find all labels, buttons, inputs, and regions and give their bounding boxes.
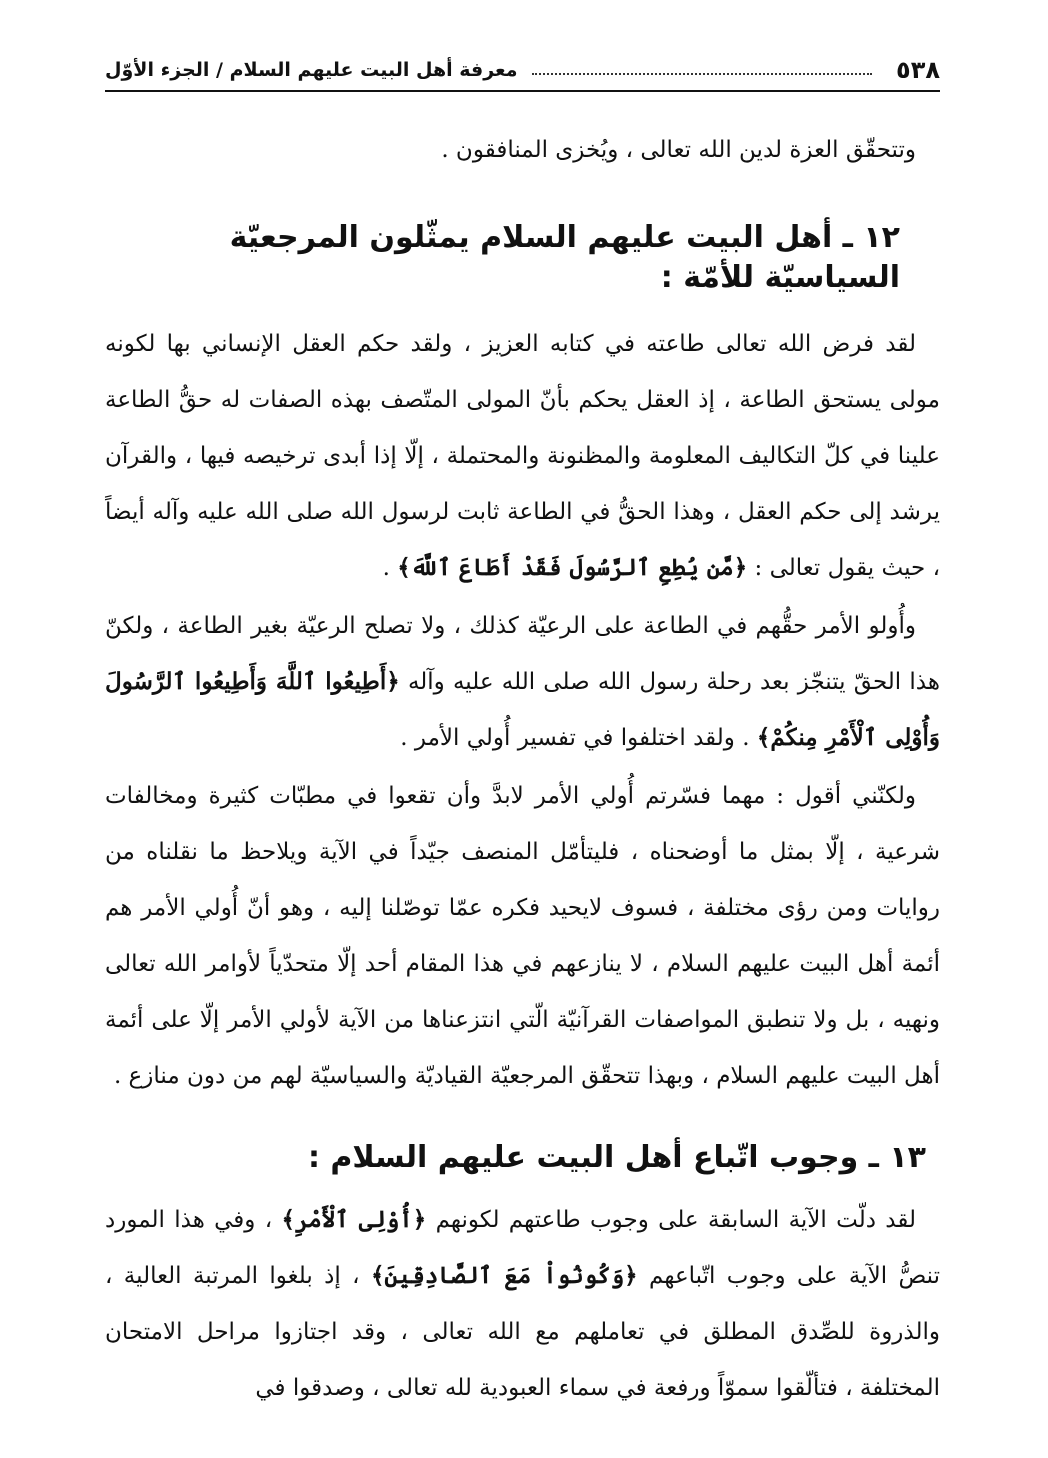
section-12-heading: ١٢ ـ أهل البيت عليهم السلام يمثّلون المرجعيّة السياسيّة للأمّة : bbox=[229, 220, 900, 295]
page-body bbox=[105, 110, 940, 1416]
book-title: معرفة أهل البيت عليهم السلام / الجزء الأوّل bbox=[105, 59, 518, 81]
paragraph-text: . ولقد اختلفوا في تفسير أُولي الأمر . bbox=[400, 725, 750, 751]
intro-line: وتتحقّق العزة لدين الله تعالى ، ويُخزى المنافقون . bbox=[441, 137, 916, 163]
header-dot-leader bbox=[532, 73, 873, 75]
section-13-paragraph-1 bbox=[105, 1192, 940, 1416]
paragraph-text: ، إذ بلغوا المرتبة العالية ، والذروة للصِّدق المطلق في تعاملهم مع الله تعالى ، وقد اجتازوا مراحل الامتحان المختلفة ، فتألّقوا سموّاً ورفعة في سماء العبودية لله تعالى ، وصدقوا في bbox=[105, 1263, 940, 1401]
page-number: ٥٣٨ bbox=[896, 56, 940, 84]
quran-verse: ﴿أَطِيعُوا ٱللَّهَ وَأَطِيعُوا ٱلرَّسُولَ وَأُوْلِى ٱلْأَمْرِ مِنكُمْ﴾ bbox=[105, 668, 940, 751]
paragraph-text: ، وفي هذا المورد تنصُّ الآية على وجوب اتّباعهم bbox=[105, 1207, 941, 1289]
section-12-paragraph-2 bbox=[105, 598, 940, 766]
paragraph-text: وأُولو الأمر حقُّهم في الطاعة على الرعيّة كذلك ، ولا تصلح الرعيّة بغير الطاعة ، ولكنّ هذا الحقّ يتنجّز بعد رحلة رسول الله صلى الله عليه وآله bbox=[105, 613, 940, 695]
section-12-paragraph-1 bbox=[105, 316, 940, 596]
paragraph-text: . bbox=[382, 555, 390, 581]
paragraph-text: لقد دلّت الآية السابقة على وجوب طاعتهم لكونهم bbox=[435, 1207, 916, 1233]
section-12-paragraph-3: ولكنّني أقول : مهما فسّرتم أُولي الأمر لابدَّ وأن تقعوا في مطبّات كثيرة ومخالفات شرعية ، إلّا بمثل ما أوضحناه ، فليتأمّل المنصف جيّداً في الآية ويلاحظ ما نقلناه من روايات ومن رؤى مختلفة ، فسوف لايحيد فكره عمّا توصّلنا إليه ، وهو أنّ أُولي الأمر هم أئمة أهل البيت عليهم السلام ، لا ينازعهم في هذا المقام أحد إلّا متحدّياً لأوامر الله تعالى ونهيه ، بل ولا تنطبق المواصفات القرآنيّة الّتي انتزعناها من الآية لأولي الأمر إلّا على أئمة أهل البيت عليهم السلام ، وبهذا تتحقّق المرجعيّة القياديّة والسياسيّة لهم من دون منازع . bbox=[105, 783, 940, 1089]
running-header bbox=[105, 50, 940, 92]
section-13-heading: ١٣ ـ وجوب اتّباع أهل البيت عليهم السلام : bbox=[307, 1140, 926, 1175]
quran-verse: ﴿أُوْلِى ٱلْأَمْرِ﴾ bbox=[281, 1206, 427, 1233]
quran-verse: ﴿مَّن يُطِعِ ٱلرَّسُولَ فَقَدْ أَطَاعَ ٱللَّهَ﴾ bbox=[397, 554, 748, 581]
paragraph-text: لقد فرض الله تعالى طاعته في كتابه العزيز ، ولقد حكم العقل الإنساني بها لكونه مولى يستحق الطاعة ، إذ العقل يحكم بأنّ المولى المتّصف بهذه الصفات له حقُّ الطاعة علينا في كلّ التكاليف المعلومة والمظنونة والمحتملة ، إلّا إذا أبدى ترخيصه فيها ، والقرآن يرشد إلى حكم العقل ، وهذا الحقُّ في الطاعة ثابت لرسول الله صلى الله عليه وآله أيضاً ، حيث يقول تعالى : bbox=[105, 331, 940, 581]
quran-verse: ﴿وَكُونُواْ مَعَ ٱلصَّادِقِينَ﴾ bbox=[370, 1262, 638, 1289]
